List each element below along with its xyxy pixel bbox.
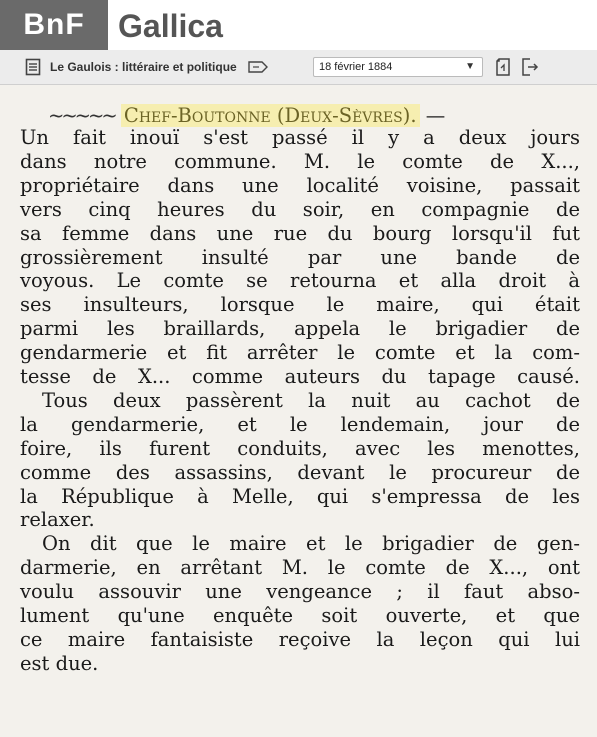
article-line: gendarmerie et fit arrêter le comte et la com-	[20, 341, 580, 365]
article-line: propriétaire dans une localité voisine, passait	[20, 173, 580, 197]
chevron-down-icon: ▼	[465, 61, 475, 72]
date-select-value: 18 février 1884	[319, 61, 393, 73]
document-icon[interactable]	[22, 56, 44, 78]
bnf-logo[interactable]	[0, 0, 108, 50]
article-line: tesse de X... comme auteurs du tapage causé.	[20, 365, 580, 388]
tag-icon[interactable]	[247, 56, 269, 78]
article-line: ses insulteurs, lorsque le maire, qui était	[20, 293, 580, 317]
article-line: sa femme dans une rue du bourg lorsqu'il fut	[20, 221, 580, 245]
article-line: parmi les braillards, appela le brigadier de	[20, 317, 580, 341]
export-icon[interactable]	[519, 56, 541, 78]
article-line: vers cinq heures du soir, en compagnie de	[20, 197, 580, 221]
article-line: foire, ils furent conduits, avec les menottes,	[20, 436, 580, 460]
article-line: la gendarmerie, et le lendemain, jour de	[20, 412, 580, 436]
article-line: voulu assouvir une vengeance ; il faut abso-	[20, 580, 580, 604]
document-title: Le Gaulois : littéraire et politique	[50, 60, 237, 74]
heading-ornament: ~~~~~	[48, 104, 115, 127]
article-line: Tous deux passèrent la nuit au cachot de	[42, 388, 580, 412]
site-header	[0, 0, 597, 51]
article-line: dans notre commune. M. le comte de X...,	[20, 149, 580, 173]
document-page	[0, 85, 597, 737]
article-line: grossièrement insulté par une bande de	[20, 245, 580, 269]
bnf-logo-text: BnF	[23, 8, 85, 41]
article-line: la République à Melle, qui s'empressa de les	[20, 484, 580, 508]
gallica-logo[interactable]: Gallica	[118, 8, 223, 44]
article-line: ce maire fantaisiste reçoive la leçon qui lui	[20, 627, 580, 651]
article-line: comme des assassins, devant le procureur de	[20, 460, 580, 484]
article-line: On dit que le maire et le brigadier de gen-	[42, 532, 580, 556]
page-icon[interactable]	[493, 56, 515, 78]
article-line: Un fait inouï s'est passé il y a deux jours	[20, 126, 580, 149]
heading-dash: —	[419, 104, 446, 127]
article-line: relaxer.	[20, 508, 95, 532]
heading-text: Chef-Boutonne (Deux-Sèvres).	[121, 104, 420, 127]
article-line: voyous. Le comte se retourna et alla droit à	[20, 269, 580, 293]
date-select[interactable]	[313, 57, 483, 77]
article-line: lument qu'une enquête soit ouverte, et que	[20, 604, 580, 627]
document-toolbar	[0, 50, 597, 85]
article-heading	[48, 105, 588, 127]
article-line: darmerie, en arrêtant M. le comte de X..., ont	[20, 556, 580, 580]
article-line: est due.	[20, 651, 99, 675]
